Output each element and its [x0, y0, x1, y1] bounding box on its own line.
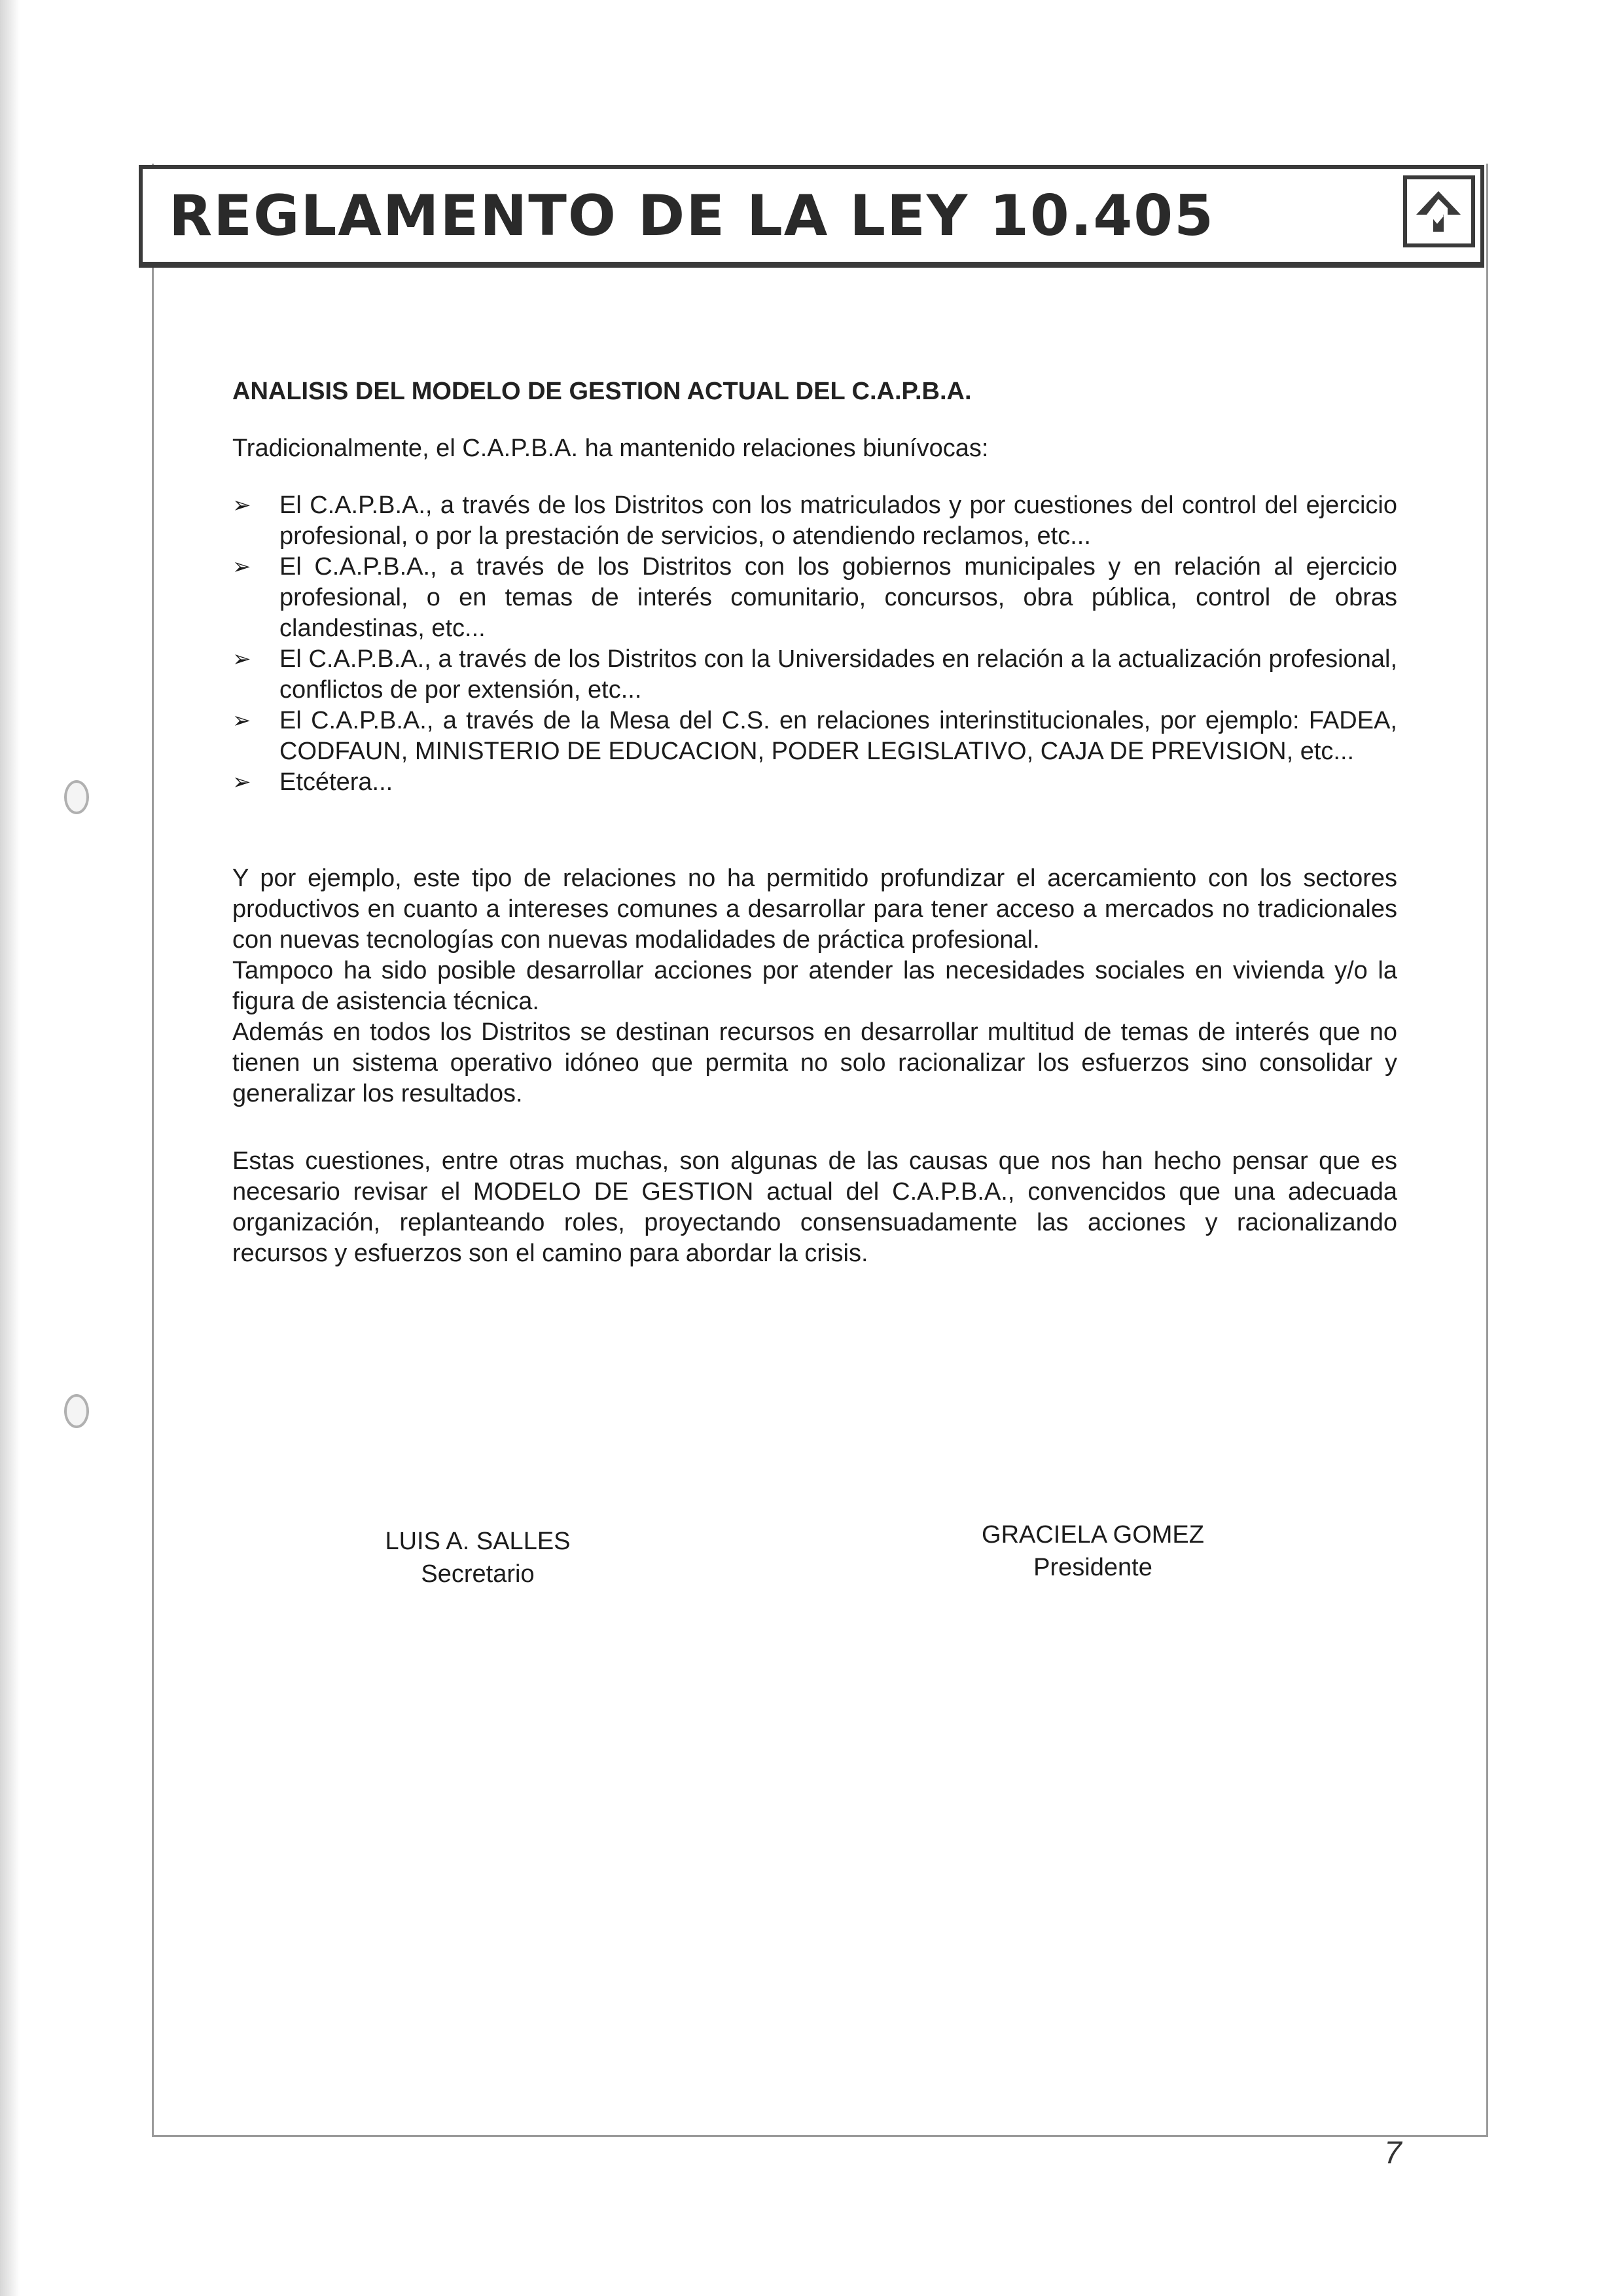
- body-paragraph: Y por ejemplo, este tipo de relaciones no ha permitido profundizar el acercamiento con los sectores productivos en cuanto a intereses comunes a desarrollar para tener acceso a mercados no tradicionales con nuevas tecnologías con nuevas modalidades de práctica profesional.: [232, 865, 1397, 954]
- list-item: [232, 706, 1397, 767]
- body-paragraph: Además en todos los Distritos se destinan recursos en desarrollar multitud de temas de interés que no tienen un sistema operativo idóneo que permita no solo racionalizar los esfuerzos sino consolidar y generalizar los resultados.: [232, 1018, 1397, 1107]
- list-item-text: El C.A.P.B.A., a través de la Mesa del C.S. en relaciones interinstitucionales, por ejemplo: FADEA, CODFAUN, MINISTERIO DE EDUCACION, PODER LEGISLATIVO, CAJA DE PREVISION, etc...: [279, 707, 1397, 765]
- body-paragraph: Tampoco ha sido posible desarrollar acciones por atender las necesidades sociales en vivienda y/o la figura de asistencia técnica.: [232, 957, 1397, 1015]
- capba-arrow-logo-icon: [1407, 179, 1471, 243]
- list-item: [232, 644, 1397, 706]
- document-body: [232, 376, 1397, 1269]
- header-title: REGLAMENTO DE LA LEY 10.405: [169, 183, 1215, 249]
- header-bar: [139, 165, 1484, 268]
- list-item: [232, 767, 1397, 798]
- list-item-text: El C.A.P.B.A., a través de los Distritos con la Universidades en relación a la actualización profesional, conflictos de por extensión, etc...: [279, 645, 1397, 704]
- capba-arrow-logo-icon: [1403, 175, 1475, 247]
- list-item: [232, 552, 1397, 644]
- signatory-role: Secretario: [421, 1560, 535, 1588]
- list-item-text: Etcétera...: [279, 768, 393, 796]
- punch-hole: [64, 780, 89, 814]
- arrowhead-bullet-icon: ➢: [232, 770, 251, 795]
- arrowhead-bullet-icon: ➢: [232, 647, 251, 672]
- signatory-name: GRACIELA GOMEZ: [982, 1521, 1204, 1549]
- arrowhead-bullet-icon: ➢: [232, 708, 251, 733]
- punch-hole: [64, 1394, 89, 1428]
- signature-block-secretary: [347, 1525, 609, 1590]
- list-item: [232, 490, 1397, 552]
- intro-paragraph: Tradicionalmente, el C.A.P.B.A. ha mantenido relaciones biunívocas:: [232, 435, 989, 462]
- signatory-name: LUIS A. SALLES: [385, 1528, 571, 1555]
- list-item-text: El C.A.P.B.A., a través de los Distritos con los matriculados y por cuestiones del control del ejercicio profesional, o por la prestación de servicios, o atendiendo reclamos, etc...: [279, 492, 1397, 550]
- bullet-list: [232, 490, 1397, 798]
- arrowhead-bullet-icon: ➢: [232, 554, 251, 579]
- scan-edge-shadow: [0, 0, 20, 2296]
- page-number: 7: [1384, 2136, 1402, 2170]
- signatory-role: Presidente: [1033, 1554, 1152, 1581]
- signature-block-president: [942, 1518, 1243, 1584]
- closing-paragraph: Estas cuestiones, entre otras muchas, son algunas de las causas que nos han hecho pensar que es necesario revisar el MODELO DE GESTION actual del C.A.P.B.A., convencidos que una adecuada organización, replanteando roles, proyectando consensuadamente las acciones y racionalizando recursos y esfuerzos son el camino para abordar la crisis.: [232, 1147, 1397, 1267]
- arrowhead-bullet-icon: ➢: [232, 493, 251, 518]
- list-item-text: El C.A.P.B.A., a través de los Distritos con los gobiernos municipales y en relación al ejercicio profesional, o en temas de interés comunitario, concursos, obra pública, control de obras clandestinas, etc...: [279, 553, 1397, 642]
- section-title: ANALISIS DEL MODELO DE GESTION ACTUAL DEL C.A.P.B.A.: [232, 378, 972, 405]
